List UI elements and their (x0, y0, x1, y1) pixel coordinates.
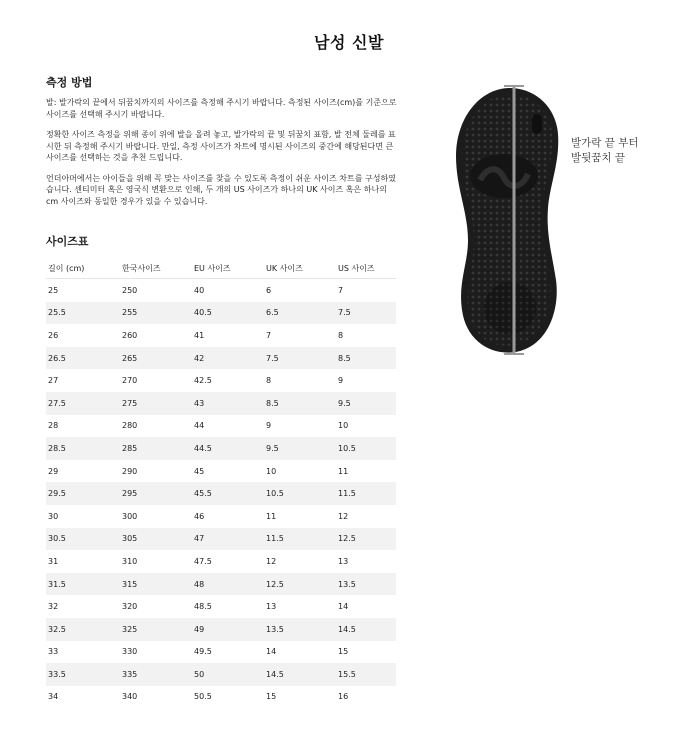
shoe-sole-diagram (452, 84, 564, 358)
measure-paragraph-3: 언더아머에서는 아이들을 위해 꼭 맞는 사이즈를 찾을 수 있도록 측정이 쉬운 사이즈 차트를 구성하였습니다. 센티미터 혹은 영국식 변환으로 인해, 두 개의 US 사이즈가 하나의 UK 사이즈 혹은 하나의 cm 사이즈와 동일한 경우가 있을 수 있습니다. (46, 173, 396, 206)
uk-size-cell: 12.5 (264, 573, 336, 596)
eu-size-cell: 42.5 (194, 376, 212, 386)
size-table-row (46, 347, 396, 370)
size-table-row (46, 573, 396, 596)
size-table-row (46, 482, 396, 505)
us-size-cell: 9.5 (336, 392, 396, 415)
size-table-row (46, 641, 396, 664)
size-table-body (46, 279, 396, 709)
length-cell: 31 (48, 556, 59, 566)
size-table-row (46, 528, 396, 551)
us-size-cell: 16 (338, 692, 349, 702)
us-size-cell: 12 (338, 511, 349, 521)
size-table-row (46, 415, 396, 438)
kr-size-cell: 300 (122, 511, 138, 521)
eu-size-cell: 48.5 (194, 602, 212, 612)
uk-size-cell: 13.5 (264, 618, 336, 641)
column-header-length: 길이 (cm) (46, 258, 120, 279)
us-size-cell: 15 (338, 647, 349, 657)
us-size-cell: 12.5 (336, 528, 396, 551)
length-cell: 32.5 (46, 618, 120, 641)
length-cell: 30 (48, 511, 59, 521)
length-cell: 25.5 (46, 302, 120, 325)
uk-size-cell: 7 (266, 330, 272, 340)
kr-size-cell: 305 (120, 528, 192, 551)
column-header-kr: 한국사이즈 (120, 258, 192, 279)
eu-size-cell: 47 (192, 528, 264, 551)
us-size-cell: 7 (338, 285, 344, 295)
eu-size-cell: 50 (192, 663, 264, 686)
size-table-row (46, 663, 396, 686)
kr-size-cell: 275 (120, 392, 192, 415)
us-size-cell: 10 (338, 421, 349, 431)
length-cell: 33 (48, 647, 59, 657)
eu-size-cell: 41 (194, 330, 205, 340)
measurement-label (571, 136, 639, 166)
us-size-cell: 9 (338, 376, 344, 386)
uk-size-cell: 9 (266, 421, 272, 431)
kr-size-cell: 285 (120, 437, 192, 460)
kr-size-cell: 335 (120, 663, 192, 686)
uk-size-cell: 11.5 (264, 528, 336, 551)
length-cell: 30.5 (46, 528, 120, 551)
length-cell: 27 (48, 376, 59, 386)
size-table-row (46, 324, 396, 347)
uk-size-cell: 11 (266, 511, 277, 521)
measure-heading: 측정 방법 (46, 76, 93, 89)
column-header-us: US 사이즈 (336, 258, 396, 279)
uk-size-cell: 14.5 (264, 663, 336, 686)
length-cell: 27.5 (46, 392, 120, 415)
size-table-row (46, 392, 396, 415)
page-title: 남성 신발 (314, 33, 384, 52)
eu-size-cell: 45 (194, 466, 205, 476)
us-size-cell: 13 (338, 556, 349, 566)
us-size-cell: 8.5 (336, 347, 396, 370)
length-cell: 25 (48, 285, 59, 295)
kr-size-cell: 260 (122, 330, 138, 340)
kr-size-cell: 295 (120, 482, 192, 505)
column-header-eu: EU 사이즈 (192, 258, 264, 279)
size-table-row (46, 618, 396, 641)
size-table (46, 258, 396, 708)
length-cell: 26.5 (46, 347, 120, 370)
size-table-row (46, 595, 396, 618)
length-cell: 28 (48, 421, 59, 431)
us-size-cell: 14.5 (336, 618, 396, 641)
measurement-label-line-1: 발가락 끝 부터 (571, 137, 639, 149)
size-table-row (46, 460, 396, 483)
kr-size-cell: 250 (122, 285, 138, 295)
content-column (46, 74, 398, 708)
uk-size-cell: 10 (266, 466, 277, 476)
us-size-cell: 14 (338, 602, 349, 612)
us-size-cell: 13.5 (336, 573, 396, 596)
kr-size-cell: 330 (122, 647, 138, 657)
kr-size-cell: 270 (122, 376, 138, 386)
uk-size-cell: 15 (266, 692, 277, 702)
size-table-row (46, 505, 396, 528)
eu-size-cell: 48 (192, 573, 264, 596)
kr-size-cell: 310 (122, 556, 138, 566)
uk-size-cell: 8 (266, 376, 272, 386)
length-cell: 31.5 (46, 573, 120, 596)
uk-size-cell: 14 (266, 647, 277, 657)
size-table-row (46, 369, 396, 392)
size-table-row (46, 686, 396, 709)
eu-size-cell: 49.5 (194, 647, 212, 657)
us-size-cell: 8 (338, 330, 344, 340)
eu-size-cell: 40.5 (192, 302, 264, 325)
eu-size-cell: 50.5 (194, 692, 212, 702)
eu-size-cell: 42 (192, 347, 264, 370)
kr-size-cell: 315 (120, 573, 192, 596)
measure-paragraph-2: 정확한 사이즈 측정을 위해 종이 위에 발을 올려 놓고, 발가락의 끝 및 뒤꿈치 표함, 발 전체 둘레를 표시한 뒤 측정해 주시기 바랍니다. 만일, 측정 사이즈가 차트에 명시된 사이즈의 중간에 해당된다면 큰 사이즈를 선택하는 것을 추천 드립니다. (46, 130, 396, 162)
measurement-label-line-2: 발뒷꿈치 끝 (571, 152, 626, 164)
us-size-cell: 11.5 (336, 482, 396, 505)
length-cell: 26 (48, 330, 59, 340)
us-size-cell: 15.5 (336, 663, 396, 686)
kr-size-cell: 255 (120, 302, 192, 325)
size-table-heading: 사이즈표 (46, 235, 89, 248)
eu-size-cell: 44.5 (192, 437, 264, 460)
uk-size-cell: 7.5 (264, 347, 336, 370)
size-table-row (46, 437, 396, 460)
kr-size-cell: 290 (122, 466, 138, 476)
size-table-row (46, 279, 396, 302)
uk-size-cell: 10.5 (264, 482, 336, 505)
length-cell: 28.5 (46, 437, 120, 460)
kr-size-cell: 340 (122, 692, 138, 702)
eu-size-cell: 43 (192, 392, 264, 415)
uk-size-cell: 8.5 (264, 392, 336, 415)
us-size-cell: 10.5 (336, 437, 396, 460)
length-cell: 33.5 (46, 663, 120, 686)
column-header-uk: UK 사이즈 (264, 258, 336, 279)
uk-size-cell: 6.5 (264, 302, 336, 325)
eu-size-cell: 40 (194, 285, 205, 295)
uk-size-cell: 12 (266, 556, 277, 566)
uk-size-cell: 6 (266, 285, 272, 295)
size-table-header-row (46, 258, 396, 279)
uk-size-cell: 9.5 (264, 437, 336, 460)
measure-paragraph-1: 발: 발가락의 끝에서 뒤꿈치까지의 사이즈를 측정해 주시기 바랍니다. 측정된 사이즈(cm)를 기준으로 사이즈를 선택해 주시기 바랍니다. (46, 98, 397, 119)
kr-size-cell: 325 (120, 618, 192, 641)
length-cell: 32 (48, 602, 59, 612)
kr-size-cell: 265 (120, 347, 192, 370)
eu-size-cell: 46 (194, 511, 205, 521)
us-size-cell: 11 (338, 466, 349, 476)
eu-size-cell: 47.5 (194, 556, 212, 566)
eu-size-cell: 45.5 (192, 482, 264, 505)
length-cell: 29 (48, 466, 59, 476)
kr-size-cell: 280 (122, 421, 138, 431)
us-size-cell: 7.5 (336, 302, 396, 325)
size-table-row (46, 302, 396, 325)
eu-size-cell: 49 (192, 618, 264, 641)
length-cell: 34 (48, 692, 59, 702)
uk-size-cell: 13 (266, 602, 277, 612)
length-cell: 29.5 (46, 482, 120, 505)
size-table-row (46, 550, 396, 573)
eu-size-cell: 44 (194, 421, 205, 431)
kr-size-cell: 320 (122, 602, 138, 612)
